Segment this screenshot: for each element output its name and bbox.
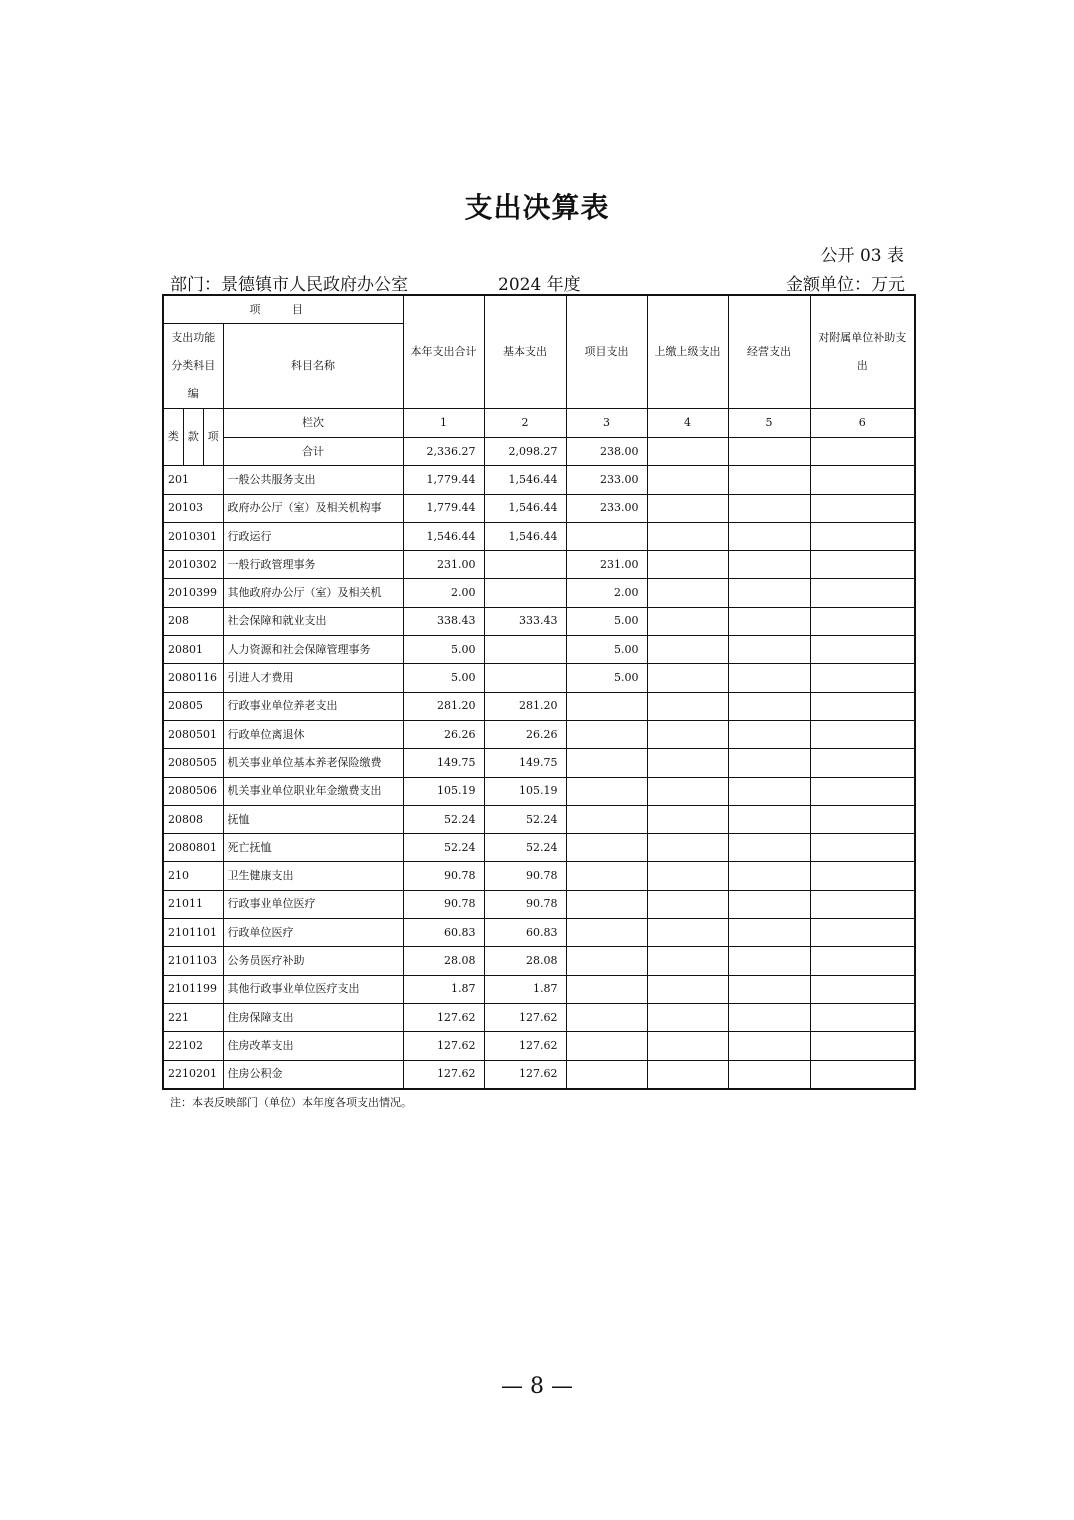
row-col5: [728, 1032, 810, 1060]
header-n2: 2: [484, 409, 566, 438]
row-col3: [566, 692, 647, 720]
row-col2: 90.78: [484, 862, 566, 890]
row-col1: 231.00: [403, 551, 484, 579]
row-col2: 105.19: [484, 777, 566, 805]
row-col6: [810, 777, 915, 805]
row-col6: [810, 664, 915, 692]
header-row-lanci: [163, 409, 915, 438]
table-row: [163, 466, 915, 494]
row-col3: [566, 720, 647, 748]
expenditure-table: [162, 294, 916, 1090]
row-col5: [728, 947, 810, 975]
unit-label: 金额单位：万元: [786, 275, 905, 295]
row-col1: 105.19: [403, 777, 484, 805]
row-col1: 90.78: [403, 862, 484, 890]
row-col2: 333.43: [484, 607, 566, 635]
row-col5: [728, 466, 810, 494]
row-name: 其他政府办公厅（室）及相关机: [223, 579, 403, 607]
row-col3: [566, 1060, 647, 1089]
row-col4: [647, 1003, 728, 1031]
row-col5: [728, 975, 810, 1003]
row-name: 死亡抚恤: [223, 834, 403, 862]
row-col5: [728, 494, 810, 522]
header-row-item: [163, 295, 915, 324]
table-row: [163, 607, 915, 635]
row-col4: [647, 1060, 728, 1089]
row-col3: [566, 777, 647, 805]
row-name: 机关事业单位职业年金缴费支出: [223, 777, 403, 805]
row-col2: [484, 636, 566, 664]
row-col3: [566, 919, 647, 947]
row-col3: 5.00: [566, 664, 647, 692]
row-col1: 60.83: [403, 919, 484, 947]
row-col1: 1,779.44: [403, 494, 484, 522]
table-row: [163, 777, 915, 805]
table-row: [163, 1032, 915, 1060]
row-code: 2080116: [163, 664, 223, 692]
row-col3: [566, 862, 647, 890]
row-col4: [647, 777, 728, 805]
row-col3: [566, 749, 647, 777]
row-col4: [647, 862, 728, 890]
row-name: 行政单位离退休: [223, 720, 403, 748]
header-lei-kuan-xiang: [163, 409, 223, 466]
row-name: 住房公积金: [223, 1060, 403, 1089]
table-row: [163, 664, 915, 692]
row-name: 机关事业单位基本养老保险缴费: [223, 749, 403, 777]
row-col4: [647, 551, 728, 579]
row-col1: 127.62: [403, 1060, 484, 1089]
row-col1: 127.62: [403, 1003, 484, 1031]
row-col5: [728, 890, 810, 918]
total-label: 合计: [223, 437, 403, 466]
header-n1: 1: [403, 409, 484, 438]
row-col1: 149.75: [403, 749, 484, 777]
row-col4: [647, 664, 728, 692]
row-col3: [566, 1003, 647, 1031]
row-code: 20103: [163, 494, 223, 522]
row-col4: [647, 834, 728, 862]
row-code: 201: [163, 466, 223, 494]
row-name: 人力资源和社会保障管理事务: [223, 636, 403, 664]
row-col3: [566, 947, 647, 975]
page-number: — 8 —: [501, 1374, 573, 1399]
row-code: 2101199: [163, 975, 223, 1003]
row-col6: [810, 466, 915, 494]
row-col6: [810, 1003, 915, 1031]
row-col2: 90.78: [484, 890, 566, 918]
row-col5: [728, 551, 810, 579]
total-col6: [810, 437, 915, 466]
row-name: 抚恤: [223, 805, 403, 833]
table-row: [163, 862, 915, 890]
row-col6: [810, 805, 915, 833]
row-code: 20801: [163, 636, 223, 664]
row-col1: 1.87: [403, 975, 484, 1003]
row-col3: 5.00: [566, 636, 647, 664]
row-col4: [647, 522, 728, 550]
row-col3: 233.00: [566, 494, 647, 522]
row-code: 210: [163, 862, 223, 890]
table-row: [163, 522, 915, 550]
header-col1: 本年支出合计: [403, 295, 484, 409]
header-xiang: 项: [207, 430, 219, 444]
row-code: 22102: [163, 1032, 223, 1060]
table-row: [163, 692, 915, 720]
row-code: 2080801: [163, 834, 223, 862]
row-name: 行政单位医疗: [223, 919, 403, 947]
row-name: 行政事业单位养老支出: [223, 692, 403, 720]
row-col2: 60.83: [484, 919, 566, 947]
page-title: 支出决算表: [464, 191, 610, 224]
row-name: 社会保障和就业支出: [223, 607, 403, 635]
row-col4: [647, 749, 728, 777]
row-col2: 28.08: [484, 947, 566, 975]
row-col6: [810, 834, 915, 862]
row-col5: [728, 579, 810, 607]
row-col5: [728, 664, 810, 692]
row-col2: 127.62: [484, 1003, 566, 1031]
row-col4: [647, 805, 728, 833]
row-code: 221: [163, 1003, 223, 1031]
row-col5: [728, 1060, 810, 1089]
header-item: 项 目: [163, 295, 403, 324]
row-code: 2080501: [163, 720, 223, 748]
row-col6: [810, 749, 915, 777]
table-row: [163, 919, 915, 947]
row-col3: [566, 834, 647, 862]
header-col2: 基本支出: [484, 295, 566, 409]
row-col5: [728, 777, 810, 805]
row-name: 一般公共服务支出: [223, 466, 403, 494]
header-col4: 上缴上级支出: [647, 295, 728, 409]
row-col2: 127.62: [484, 1032, 566, 1060]
header-n4: 4: [647, 409, 728, 438]
row-col5: [728, 834, 810, 862]
row-col3: [566, 1032, 647, 1060]
row-name: 公务员医疗补助: [223, 947, 403, 975]
table-row: [163, 1060, 915, 1089]
row-col6: [810, 579, 915, 607]
row-col2: 127.62: [484, 1060, 566, 1089]
row-name: 一般行政管理事务: [223, 551, 403, 579]
row-col5: [728, 1003, 810, 1031]
row-col6: [810, 947, 915, 975]
row-col1: 5.00: [403, 636, 484, 664]
table-row: [163, 947, 915, 975]
row-col1: 1,779.44: [403, 466, 484, 494]
row-col5: [728, 862, 810, 890]
header-n6: 6: [810, 409, 915, 438]
row-col1: 2.00: [403, 579, 484, 607]
row-name: 住房改革支出: [223, 1032, 403, 1060]
row-col6: [810, 1060, 915, 1089]
row-code: 2010399: [163, 579, 223, 607]
row-col6: [810, 494, 915, 522]
header-col3: 项目支出: [566, 295, 647, 409]
row-col5: [728, 522, 810, 550]
row-name: 住房保障支出: [223, 1003, 403, 1031]
row-col6: [810, 551, 915, 579]
header-lanci: 栏次: [223, 409, 403, 438]
table-row: [163, 551, 915, 579]
header-name: 科目名称: [223, 324, 403, 409]
row-col1: 28.08: [403, 947, 484, 975]
table-row: [163, 749, 915, 777]
row-name: 其他行政事业单位医疗支出: [223, 975, 403, 1003]
row-col3: 5.00: [566, 607, 647, 635]
row-col4: [647, 579, 728, 607]
row-col6: [810, 862, 915, 890]
row-col1: 90.78: [403, 890, 484, 918]
row-col2: 1,546.44: [484, 466, 566, 494]
row-name: 行政事业单位医疗: [223, 890, 403, 918]
row-col2: 1.87: [484, 975, 566, 1003]
row-name: 引进人才费用: [223, 664, 403, 692]
row-col1: 26.26: [403, 720, 484, 748]
row-col4: [647, 494, 728, 522]
row-col4: [647, 1032, 728, 1060]
row-col4: [647, 975, 728, 1003]
total-col5: [728, 437, 810, 466]
row-col6: [810, 975, 915, 1003]
row-col1: 5.00: [403, 664, 484, 692]
row-col6: [810, 919, 915, 947]
row-col6: [810, 692, 915, 720]
total-col1: 2,336.27: [403, 437, 484, 466]
total-col4: [647, 437, 728, 466]
row-code: 2080506: [163, 777, 223, 805]
row-code: 2080505: [163, 749, 223, 777]
row-col2: [484, 579, 566, 607]
row-col3: [566, 522, 647, 550]
row-col3: 233.00: [566, 466, 647, 494]
row-col2: 281.20: [484, 692, 566, 720]
row-col4: [647, 890, 728, 918]
row-col1: 52.24: [403, 805, 484, 833]
row-col2: 149.75: [484, 749, 566, 777]
table-row: [163, 636, 915, 664]
row-col5: [728, 805, 810, 833]
row-code: 2101101: [163, 919, 223, 947]
table-row: [163, 890, 915, 918]
row-col5: [728, 919, 810, 947]
row-col2: 1,546.44: [484, 494, 566, 522]
row-col5: [728, 636, 810, 664]
row-code: 208: [163, 607, 223, 635]
row-code: 21011: [163, 890, 223, 918]
row-col2: [484, 664, 566, 692]
row-col1: 338.43: [403, 607, 484, 635]
row-name: 政府办公厅（室）及相关机构事: [223, 494, 403, 522]
row-col2: 26.26: [484, 720, 566, 748]
total-row: [163, 437, 915, 466]
total-col2: 2,098.27: [484, 437, 566, 466]
row-col1: 127.62: [403, 1032, 484, 1060]
row-col5: [728, 749, 810, 777]
row-code: 2010301: [163, 522, 223, 550]
row-col3: 231.00: [566, 551, 647, 579]
row-col5: [728, 720, 810, 748]
table-row: [163, 1003, 915, 1031]
row-col6: [810, 522, 915, 550]
row-col2: 52.24: [484, 834, 566, 862]
table-row: [163, 805, 915, 833]
header-code-group: 支出功能分类科目编: [163, 324, 223, 409]
row-col6: [810, 720, 915, 748]
row-col3: [566, 890, 647, 918]
table-note: 注：本表反映部门（单位）本年度各项支出情况。: [170, 1096, 412, 1109]
year-label: 2024 年度: [498, 275, 581, 295]
row-col6: [810, 890, 915, 918]
header-n5: 5: [728, 409, 810, 438]
header-n3: 3: [566, 409, 647, 438]
row-code: 2010302: [163, 551, 223, 579]
total-col3: 238.00: [566, 437, 647, 466]
row-col2: [484, 551, 566, 579]
row-col4: [647, 607, 728, 635]
row-col6: [810, 1032, 915, 1060]
row-col4: [647, 720, 728, 748]
row-col4: [647, 919, 728, 947]
table-row: [163, 494, 915, 522]
row-code: 2101103: [163, 947, 223, 975]
row-col5: [728, 692, 810, 720]
row-col3: [566, 805, 647, 833]
row-code: 2210201: [163, 1060, 223, 1089]
row-col6: [810, 636, 915, 664]
row-col3: 2.00: [566, 579, 647, 607]
table-meta: [170, 270, 905, 294]
table-row: [163, 975, 915, 1003]
row-col2: 52.24: [484, 805, 566, 833]
row-col6: [810, 607, 915, 635]
table-row: [163, 834, 915, 862]
row-col4: [647, 466, 728, 494]
row-col1: 1,546.44: [403, 522, 484, 550]
row-col2: 1,546.44: [484, 522, 566, 550]
table-row: [163, 720, 915, 748]
header-col6: 对附属单位补助支出: [810, 295, 915, 409]
row-col4: [647, 947, 728, 975]
header-kuan: 款: [184, 409, 204, 465]
row-col1: 281.20: [403, 692, 484, 720]
row-col4: [647, 636, 728, 664]
row-col3: [566, 975, 647, 1003]
row-code: 20808: [163, 805, 223, 833]
row-col1: 52.24: [403, 834, 484, 862]
header-lei: 类: [164, 409, 184, 465]
header-col5: 经营支出: [728, 295, 810, 409]
row-code: 20805: [163, 692, 223, 720]
row-col5: [728, 607, 810, 635]
form-number: 公开 03 表: [820, 246, 904, 266]
table-row: [163, 579, 915, 607]
row-name: 卫生健康支出: [223, 862, 403, 890]
department-label: 部门：景德镇市人民政府办公室: [170, 275, 408, 295]
row-col4: [647, 692, 728, 720]
row-name: 行政运行: [223, 522, 403, 550]
